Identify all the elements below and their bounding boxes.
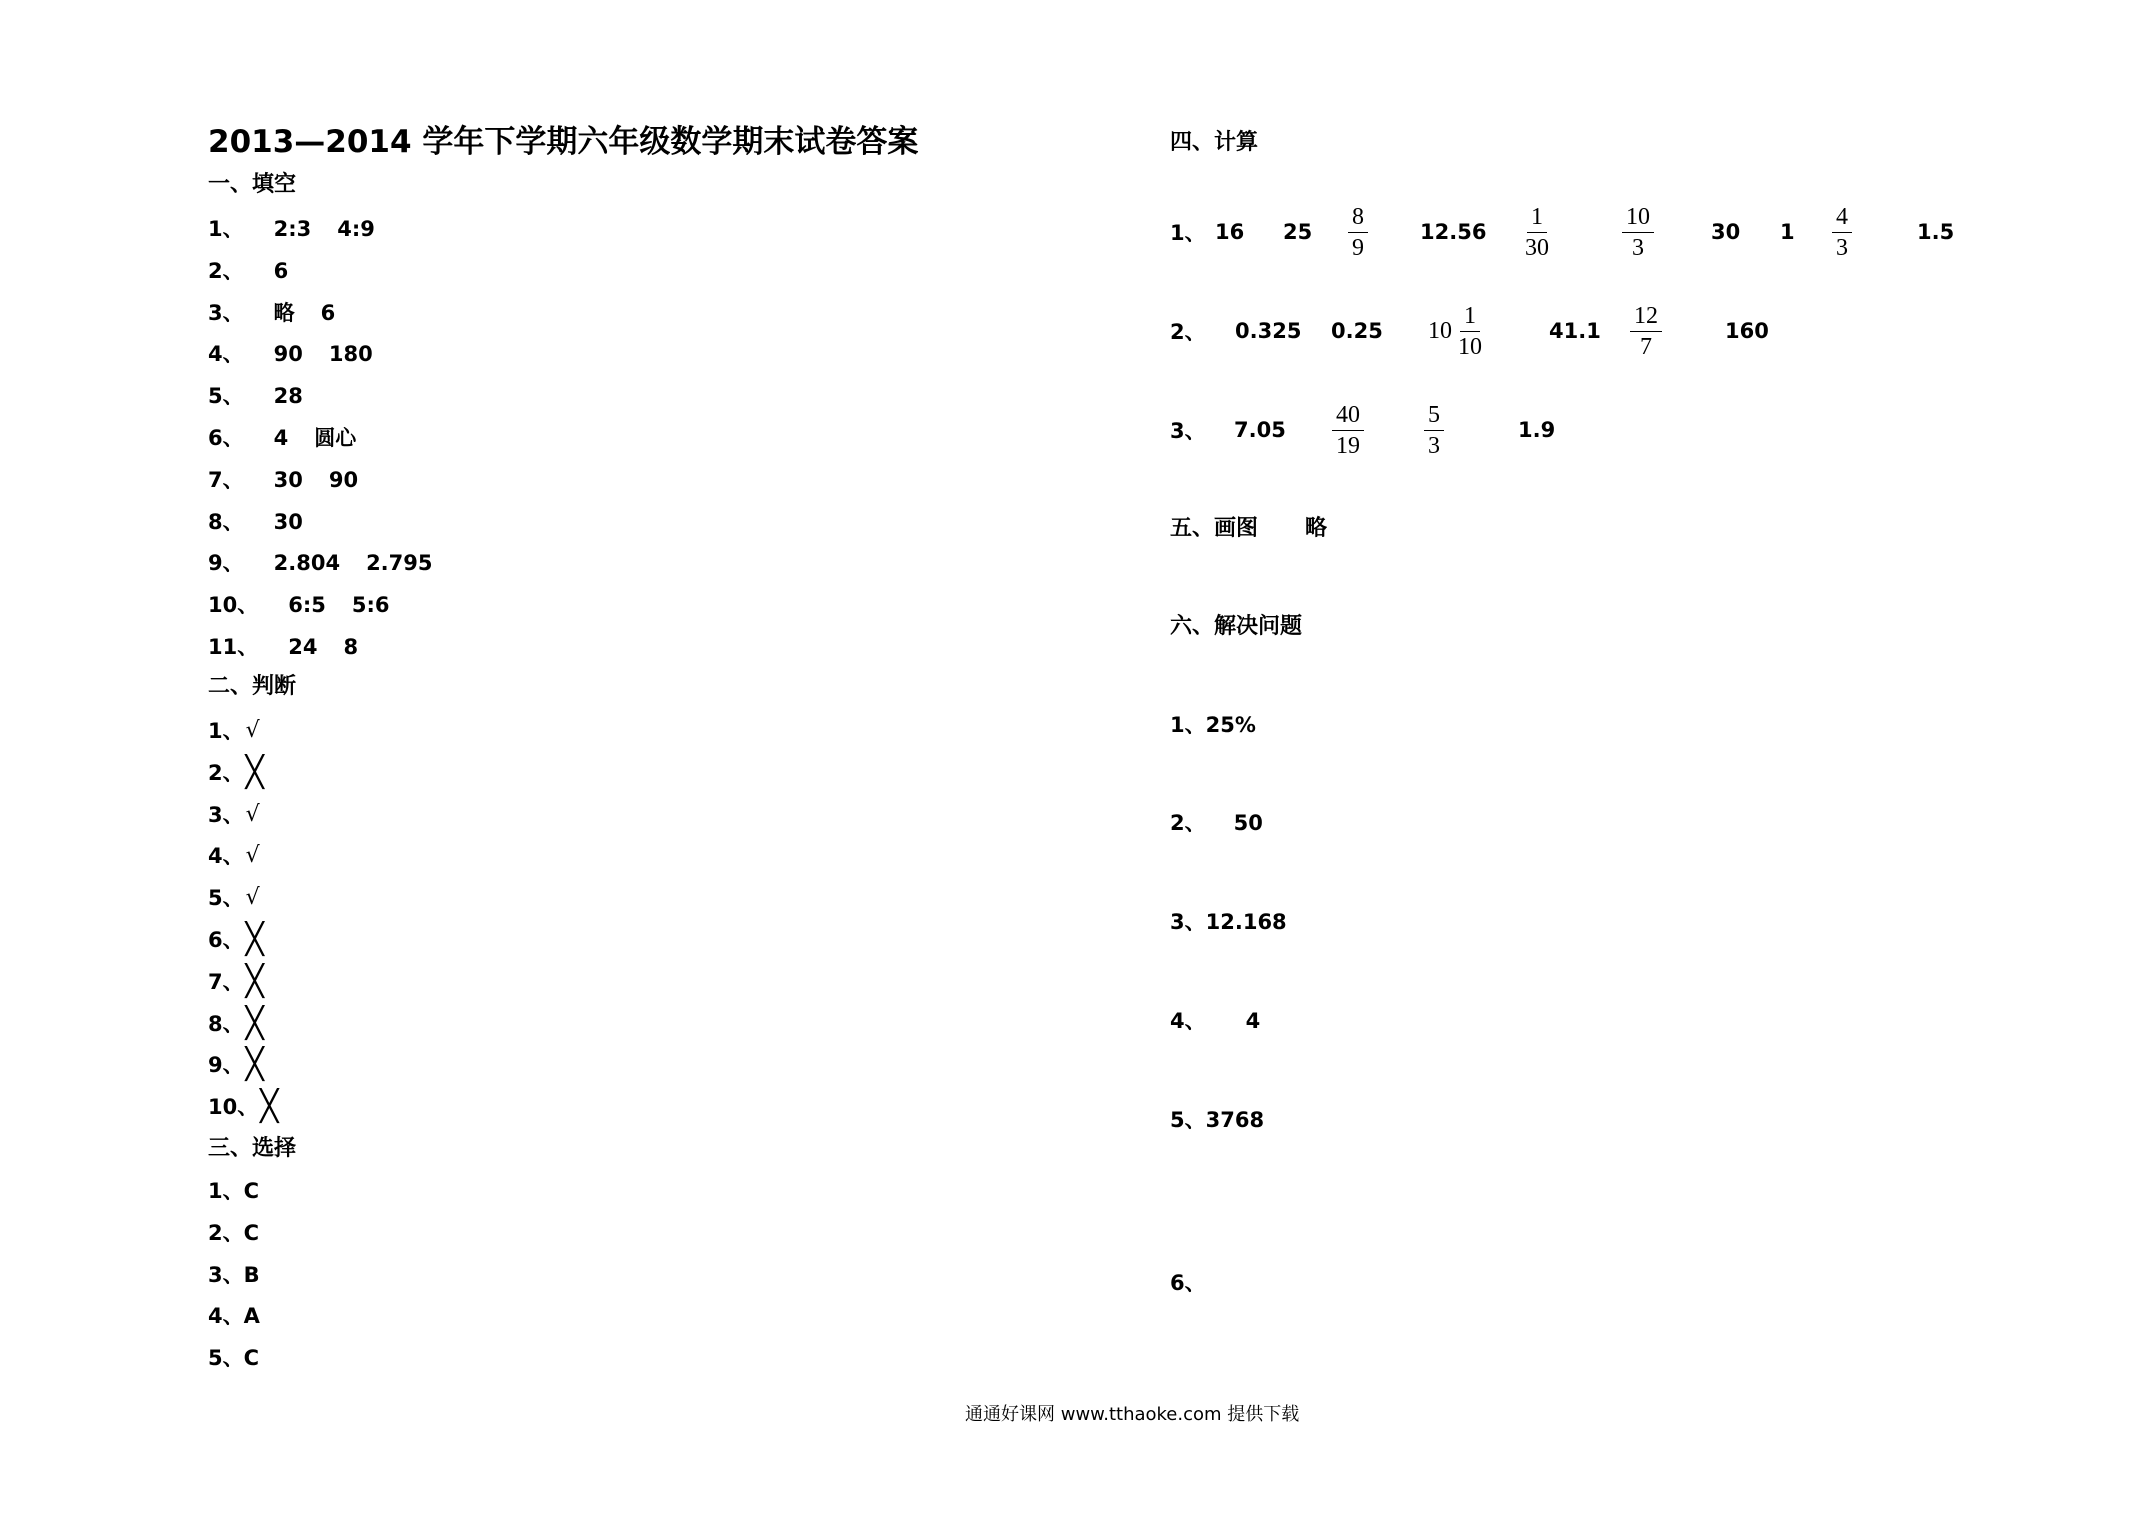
calc-value: 160 — [1725, 319, 1769, 343]
check-mark-icon: √ — [245, 801, 260, 827]
item-number: 1、 — [1170, 713, 1206, 737]
fraction — [1630, 291, 1662, 371]
fraction-numerator: 1 — [1460, 301, 1480, 332]
cross-mark-icon: ╳ — [245, 922, 264, 957]
judge-item — [208, 922, 264, 957]
fraction-denominator: 19 — [1336, 432, 1360, 459]
fill-blank-item — [208, 507, 329, 537]
cross-mark-icon: ╳ — [245, 754, 264, 790]
choice-answer: A — [243, 1304, 260, 1329]
answer-1: 30 — [273, 467, 303, 492]
fill-blank-item — [208, 339, 373, 369]
item-number: 8、 — [208, 1011, 244, 1036]
answer-2: 圆心 — [314, 426, 357, 450]
solve-item — [1170, 710, 1256, 740]
item-number: 2、 — [208, 760, 244, 785]
cross-mark-icon: ╳ — [245, 963, 264, 999]
item-number: 1、 — [208, 719, 244, 743]
calc-row-2-num: 2、 — [1170, 320, 1206, 344]
solve-answer: 3768 — [1205, 1108, 1265, 1132]
fraction — [1832, 192, 1852, 272]
answer-1: 28 — [273, 384, 303, 409]
mixed-number — [1428, 291, 1486, 371]
section-judge-heading: 二、判断 — [208, 674, 297, 699]
choice-answer: B — [243, 1262, 260, 1287]
item-number: 2、 — [208, 258, 244, 283]
cross-mark-icon: ╳ — [260, 1089, 279, 1125]
judge-item — [208, 716, 260, 746]
item-number: 11、 — [208, 635, 259, 659]
answer-1: 24 — [288, 635, 318, 659]
fill-blank-item — [208, 548, 433, 578]
section-draw-heading: 五、画图 — [1170, 516, 1259, 541]
check-mark-icon: √ — [245, 885, 260, 911]
cross-mark-icon: ╳ — [245, 1005, 264, 1041]
judge-item — [208, 1005, 264, 1041]
fraction-denominator: 3 — [1836, 234, 1848, 261]
item-number: 4、 — [1170, 1009, 1206, 1033]
fraction — [1424, 390, 1444, 470]
fill-blank-item — [208, 632, 358, 662]
solve-answer: 12.168 — [1205, 910, 1287, 934]
item-number: 6、 — [208, 426, 244, 450]
fill-blank-item — [208, 381, 329, 411]
item-number: 5、 — [208, 384, 244, 409]
judge-item — [208, 1047, 264, 1083]
fraction-numerator: 8 — [1348, 202, 1368, 233]
solve-item — [1170, 1006, 1260, 1036]
fraction-denominator: 3 — [1632, 234, 1644, 261]
choice-item — [208, 1218, 259, 1248]
answer-2: 6 — [320, 300, 336, 325]
judge-item — [208, 800, 260, 830]
item-number: 3、 — [208, 1262, 244, 1287]
choice-item — [208, 1343, 259, 1373]
cross-mark-icon: ╳ — [245, 1047, 264, 1083]
fraction-numerator: 4 — [1832, 202, 1852, 233]
calc-value: 1.5 — [1917, 220, 1955, 244]
section-solve-heading: 六、解决问题 — [1170, 614, 1303, 639]
fraction-denominator: 10 — [1458, 333, 1482, 360]
judge-item — [208, 1089, 279, 1125]
calc-row-3-num: 3、 — [1170, 419, 1206, 443]
solve-answer: 25% — [1205, 713, 1256, 737]
fraction-denominator: 30 — [1525, 234, 1549, 261]
check-mark-icon: √ — [245, 843, 260, 869]
answer-1: 6:5 — [288, 593, 326, 618]
section-fill-blank-heading: 一、填空 — [208, 172, 297, 197]
section-choice-heading: 三、选择 — [208, 1136, 297, 1161]
calc-value: 16 — [1215, 220, 1245, 244]
calc-row-1-num: 1、 — [1170, 221, 1206, 245]
draw-answer: 略 — [1305, 516, 1328, 541]
answer-2: 4:9 — [337, 217, 375, 241]
answer-1: 30 — [273, 509, 303, 534]
solve-item — [1170, 907, 1287, 937]
item-number: 4、 — [208, 1304, 244, 1329]
item-number: 3、 — [208, 300, 244, 325]
judge-item — [208, 963, 264, 999]
fraction — [1622, 192, 1654, 272]
solve-item — [1170, 808, 1263, 838]
fraction — [1521, 192, 1553, 272]
item-number: 5、 — [208, 886, 244, 911]
item-number: 7、 — [208, 969, 244, 994]
mixed-whole: 10 — [1428, 317, 1452, 344]
calc-value: 25 — [1283, 220, 1313, 244]
calc-value: 12.56 — [1420, 220, 1487, 244]
item-number: 6、 — [1170, 1271, 1206, 1295]
answer-2: 90 — [328, 467, 359, 492]
fill-blank-item — [208, 465, 358, 495]
solve-item — [1170, 1268, 1206, 1298]
item-number: 9、 — [208, 551, 244, 576]
item-number: 5、 — [1170, 1108, 1206, 1132]
answer-1: 90 — [273, 342, 303, 367]
answer-1: 4 — [273, 426, 289, 450]
item-number: 9、 — [208, 1053, 244, 1078]
item-number: 3、 — [1170, 910, 1206, 934]
answer-1: 6 — [273, 258, 289, 283]
item-number: 4、 — [208, 342, 244, 367]
item-number: 10、 — [208, 593, 259, 618]
item-number: 10、 — [208, 1095, 259, 1120]
solve-answer: 4 — [1245, 1009, 1261, 1033]
choice-answer: C — [243, 1220, 260, 1245]
fraction — [1348, 192, 1368, 272]
fraction-numerator: 5 — [1424, 400, 1444, 431]
solve-item — [1170, 1105, 1264, 1135]
choice-answer: C — [243, 1346, 260, 1371]
footer-source: 通通好课网 www.tthaoke.com 提供下载 — [965, 1404, 1300, 1425]
item-number: 4、 — [208, 844, 244, 869]
answer-2: 8 — [343, 635, 359, 659]
judge-item — [208, 841, 260, 871]
choice-item — [208, 1260, 260, 1290]
solve-answer: 50 — [1233, 811, 1263, 835]
item-number: 6、 — [208, 928, 244, 952]
answer-2: 2.795 — [366, 551, 433, 576]
choice-item — [208, 1176, 259, 1206]
fraction-denominator: 3 — [1428, 432, 1440, 459]
fraction-numerator: 1 — [1527, 202, 1547, 233]
calc-value: 41.1 — [1549, 319, 1601, 343]
answer-2: 180 — [328, 342, 373, 367]
calc-value: 0.325 — [1235, 319, 1302, 343]
fill-blank-item — [208, 590, 389, 620]
fill-blank-item — [208, 256, 314, 286]
answer-1: 2:3 — [273, 217, 312, 241]
fraction — [1332, 390, 1364, 470]
page-title: 2013—2014 学年下学期六年级数学期末试卷答案 — [208, 124, 919, 160]
item-number: 3、 — [208, 802, 244, 827]
item-number: 2、 — [208, 1220, 244, 1245]
check-mark-icon: √ — [245, 718, 260, 743]
answer-1: 略 — [273, 300, 295, 325]
choice-answer: C — [243, 1179, 260, 1203]
fill-blank-item — [208, 214, 375, 244]
fraction-denominator: 9 — [1352, 234, 1364, 261]
calc-value: 1.9 — [1518, 418, 1556, 442]
judge-item — [208, 883, 260, 913]
judge-item — [208, 754, 264, 790]
calc-value: 1 — [1780, 220, 1795, 244]
fraction-denominator: 7 — [1640, 333, 1652, 360]
calc-value: 7.05 — [1234, 418, 1286, 442]
fill-blank-item — [208, 423, 356, 453]
item-number: 1、 — [208, 1179, 244, 1203]
calc-value: 30 — [1711, 220, 1741, 244]
answer-1: 2.804 — [273, 551, 341, 576]
answer-2: 5:6 — [351, 593, 390, 618]
choice-item — [208, 1301, 260, 1331]
item-number: 2、 — [1170, 811, 1206, 835]
fill-blank-item — [208, 298, 335, 328]
item-number: 5、 — [208, 1346, 244, 1371]
item-number: 1、 — [208, 217, 244, 241]
calc-value: 0.25 — [1331, 319, 1383, 343]
section-calc-heading: 四、计算 — [1170, 130, 1259, 155]
fraction-numerator: 40 — [1332, 400, 1364, 431]
fraction-numerator: 12 — [1630, 301, 1662, 332]
fraction-numerator: 10 — [1622, 202, 1654, 233]
item-number: 8、 — [208, 509, 244, 534]
item-number: 7、 — [208, 467, 244, 492]
